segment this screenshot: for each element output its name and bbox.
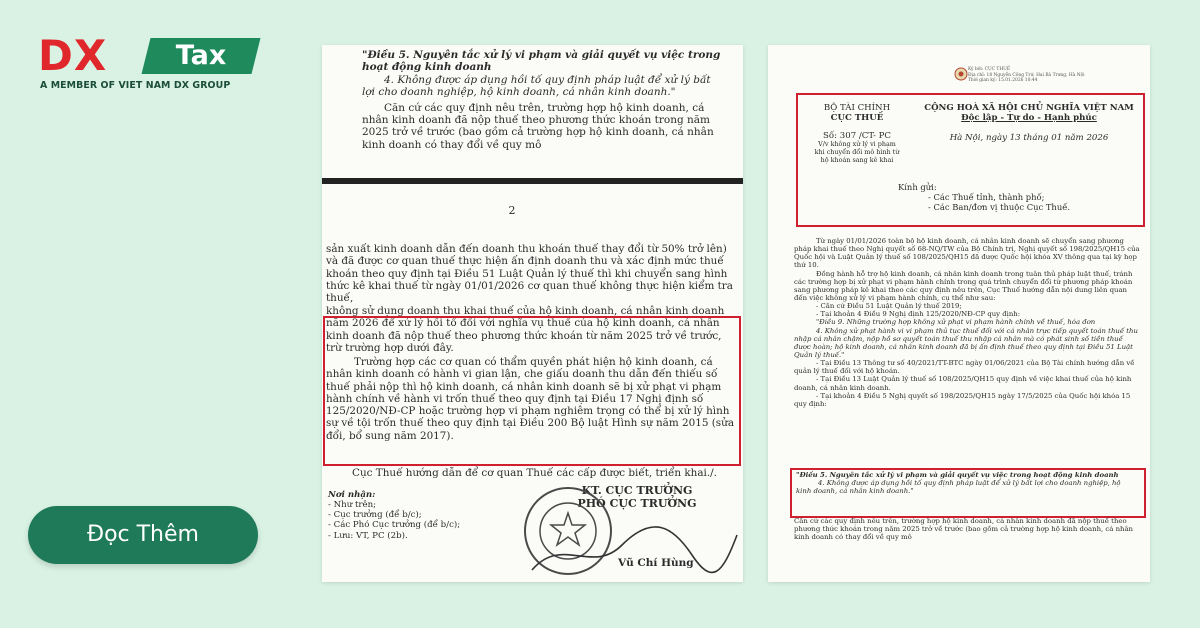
doc2-body [794,237,1140,408]
doc2-body-paragraph: - Tại Điều 13 Thông tư số 40/2021/TT-BTC ngày 01/06/2021 của Bộ Tài chính hướng dẫn về quản lý thuế đối với hộ khoán. [794,359,1135,376]
doc2-quote: "Điều 9. Những trường hợp không xử phạt vi phạm hành chính về thuế, hóa đơn [816,318,1096,327]
highlight-box-doc1 [323,316,741,466]
doc1-top-article-body: 4. Không được áp dụng hồi tố quy định pháp luật để xử lý bất lợi cho doanh nghiệp, hộ kinh doanh, cá nhân kinh doanh." [362,73,711,99]
doc2-tail: Căn cứ các quy định nêu trên, trường hợp hộ kinh doanh, cá nhân kinh doanh đã nộp thuế theo phương thức khoán trong năm 2025 trở về trước (bao gồm cả trường hợp hộ kinh doanh, cá nhân kinh doanh có thay đổi về quy mô [794,517,1133,542]
doc1-closing-line: Cục Thuế hướng dẫn để cơ quan Thuế các cấp được biết, triển khai./. [352,467,717,479]
doc1-top-paragraph: Căn cứ các quy định nêu trên, trường hợp hộ kinh doanh, cá nhân kinh doanh đã nộp thuế theo phương thức khoán trong năm 2025 trở về trước (bao gồm cả trường hợp hộ kinh doanh, cá nhân kinh doanh có thay đổi về quy mô [362,101,714,151]
doc1-recipient-item: - Các Phó Cục trưởng (để b/c); [328,520,461,531]
doc2-doc-subject: V/v không xử lý vi phạm khi chuyển đổi mô hình từ hộ khoán sang kê khai [814,140,900,164]
doc1-signer-title-1: KT. CỤC TRƯỞNG [581,484,693,497]
doc2-boxed-title: "Điều 5. Nguyên tắc xử lý vi phạm và giải quyết vụ việc trong hoạt động kinh doanh [796,471,1119,479]
doc2-republic: CỘNG HOÀ XÃ HỘI CHỦ NGHĨA VIỆT NAM [924,103,1134,113]
doc1-recipient-item: - Như trên; [328,500,377,511]
doc2-body-paragraph: Từ ngày 01/01/2026 toàn bộ hộ kinh doanh, cá nhân kinh doanh sẽ chuyển sang phương pháp khai thuế theo Nghị quyết số 68-NQ/TW của Bộ Chính trị, Nghị quyết số 198/2025/QH15 của Quốc hội và Luật Quản lý thuế số 108/2025/QH15 đã được Quốc hội khóa XV thông qua tại kỳ họp thứ 10. [794,237,1140,270]
doc1-lead-paragraph: sản xuất kinh doanh dẫn đến doanh thu khoán thuế thay đổi từ 50% trở lên) và đã được cơ quan thuế thực hiện ấn định doanh thu và xác định mức thuế khoán theo quy định tại Điều 51 Luật Quản lý thuế thì khi chuyển sang hình thức kê khai thuế từ ngày 01/01/2026 cơ quan thuế không thực hiện kiểm tra thuế, [326,243,733,305]
digital-signature-info [968,67,1148,84]
doc2-motto: Độc lập - Tự do - Hạnh phúc [961,113,1097,124]
doc2-addressee: - Các Thuế tỉnh, thành phố; [928,191,1045,202]
doc2-quote: 4. Không xử phạt hành vi vi phạm thủ tục thuế đối với cá nhân trực tiếp quyết toán thuế thu nhập cá nhân chậm, nộp hồ sơ quyết toán thuế thu nhập cá nhân mà có phát sinh số tiền thuế được hoàn; hộ kinh doanh, cá nhân kinh doanh đã bị ấn định thuế theo quy định tại Điều 51 Luật Quản lý thuế." [794,326,1138,359]
digital-signature-line: Ký bởi: CỤC THUẾ [968,67,1011,72]
doc2-agency-2: CỤC THUẾ [830,113,884,124]
digital-signature-line: Thời gian ký: 15.01.2026 10:44 [968,78,1038,83]
document-page-left [322,45,743,582]
doc2-doc-number: Số: 307 /CT- PC [823,131,891,142]
doc2-boxed-article [796,471,1138,495]
brand-tagline: A MEMBER OF VIET NAM DX GROUP [40,80,231,91]
doc1-boxed-paragraph-1: không sử dụng doanh thu khai thuế của hộ kinh doanh, cá nhân kinh doanh năm 2026 để xử lý hồi tố đối với nghĩa vụ thuế của hộ kinh doanh, cá nhân kinh doanh đã nộp thuế theo phương thức khoán từ năm 2025 trở về trước, trừ trường hợp dưới đây. [326,305,725,354]
doc1-top-excerpt [362,49,722,151]
doc2-place-date: Hà Nội, ngày 13 tháng 01 năm 2026 [949,133,1109,144]
doc2-greeting: Kính gửi: [898,182,937,192]
doc1-recipients [328,490,488,541]
brand-logo-tax: Tax [175,40,227,71]
doc2-bullet: - Tại khoản 4 Điều 9 Nghị định 125/2020/NĐ-CP quy định: [816,310,1021,319]
doc2-addressee-block [898,183,1118,213]
doc2-boxed-body: 4. Không được áp dụng hồi tố quy định pháp luật để xử lý bất lợi cho doanh nghiệp, hộ kinh doanh, cá nhân kinh doanh." [796,479,1121,496]
doc2-body-paragraph: Đồng hành hỗ trợ hộ kinh doanh, cá nhân kinh doanh trong tuân thủ pháp luật thuế, tránh các trường hợp bị xử phạt vi phạm hành chính trong quá trình chuyển đổi từ phương pháp khoán sang phương pháp kê khai theo các quy định nêu trên, Cục Thuế hướng dẫn nội dung liên quan đến việc không xử lý vi phạm hành chính, cụ thể như sau: [794,269,1133,302]
doc1-recipient-item: - Cục trưởng (để b/c); [328,510,422,521]
doc2-bullet: - Căn cứ Điều 51 Luật Quản lý thuế 2019; [816,302,962,311]
doc1-boxed-paragraph-2: Trường hợp các cơ quan có thẩm quyền phát hiện hộ kinh doanh, cá nhân kinh doanh có hành vi gian lận, che giấu doanh thu dẫn đến thiếu số thuế phải nộp thì hộ kinh doanh, cá nhân kinh doanh sẽ bị xử phạt vi phạm hành chính về hành vi trốn thuế theo quy định tại Điều 17 Nghị định số 125/2020/NĐ-CP hoặc trường hợp vi phạm nghiêm trọng có thể bị xử lý hình sự về tội trốn thuế theo quy định tại Điều 200 Bộ luật Hình sự năm 2015 (sửa đổi, bổ sung năm 2017). [326,356,735,442]
doc2-body-paragraph: - Tại Điều 13 Luật Quản lý thuế số 108/2025/QH15 quy định về việc khai thuế của hộ kinh doanh, cá nhân kinh doanh. [794,375,1132,392]
doc1-page-number: 2 [508,204,516,217]
doc1-signer-title-2: PHÓ CỤC TRƯỞNG [577,496,697,510]
digital-signature-line: Địa chỉ: 18 Nguyễn Công Trứ, Hai Bà Trưng, Hà Nội [968,72,1085,78]
page-break [322,178,743,184]
brand-logo-tax-tag [142,38,261,74]
doc2-republic-block [918,103,1140,143]
doc2-body-paragraph: - Tại khoản 4 Điều 5 Nghị quyết số 198/2025/QH15 ngày 17/5/2025 của Quốc hội khóa 15 quy định: [794,391,1131,408]
doc1-top-article-title: "Điều 5. Nguyên tắc xử lý vi phạm và giải quyết vụ việc trong hoạt động kinh doanh [362,49,721,74]
brand-logo [38,31,258,94]
read-more-button[interactable]: Đọc Thêm [28,506,258,564]
doc2-agency-block [802,103,912,164]
doc2-addressee: - Các Ban/đơn vị thuộc Cục Thuế. [928,201,1071,212]
digital-sign-emblem-icon [954,67,968,81]
signature-icon [522,515,742,582]
brand-logo-dx: DX [38,31,108,80]
doc1-recipients-title: Nơi nhận: [328,490,376,500]
doc2-agency-1: BỘ TÀI CHÍNH [823,103,891,113]
doc1-recipient-item: - Lưu: VT, PC (2b). [328,530,408,541]
document-page-right [768,45,1150,582]
doc1-signer-name: Vũ Chí Hùng [618,557,694,569]
